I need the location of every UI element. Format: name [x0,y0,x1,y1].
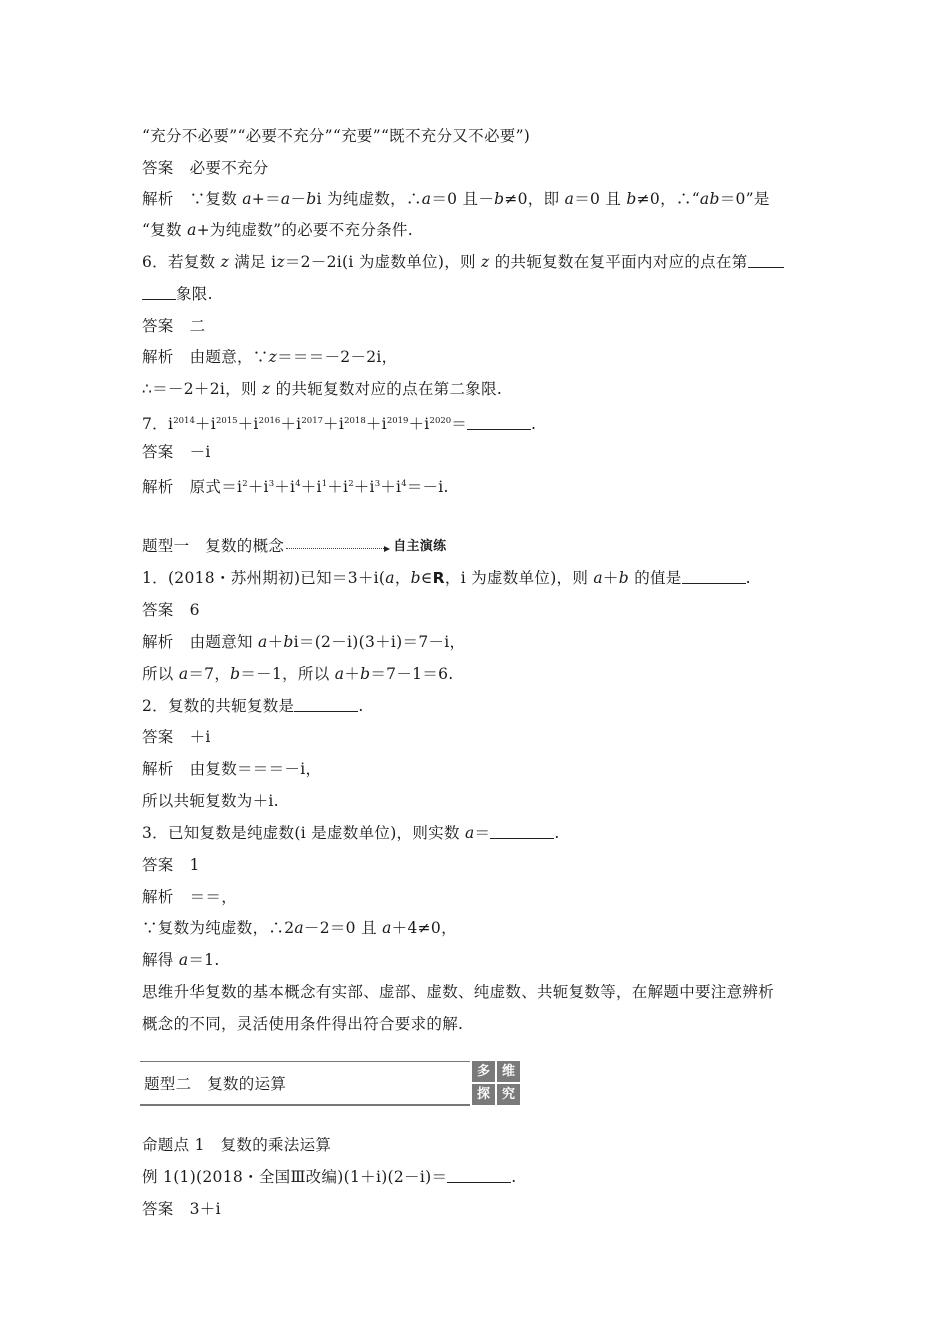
power-base: i [167,415,174,433]
operator: ＋ [194,415,211,433]
power-base: i [210,415,216,433]
power-base: i [338,415,345,433]
problem-3-analysis-line2: ∵复数为纯虚数，∴2a－2＝0 且 a＋4≠0， [142,919,457,937]
badge-char: 究 [497,1084,520,1105]
problem-2-analysis-line2: 所以共轭复数为＋i. [142,792,279,810]
type2-section-bar [140,1061,470,1106]
power-exponent: 2020 [429,416,452,426]
problem-1: 1．(2018・苏州期初)已知＝3＋i(a，b∈R，i 为虚数单位)，则 a＋b 的值是 . [142,569,751,587]
operator: ＋ [365,415,382,433]
type2-title: 题型二 复数的运算 [144,1075,287,1093]
answer-label: 答案 [142,443,174,461]
analysis-label: 解析 [142,190,174,208]
power-base: i [290,478,296,496]
answer-blank[interactable] [490,824,554,839]
question-6-line2: 象限. [142,283,213,305]
power-base: i [396,478,402,496]
example-1-answer: 答案 3＋i [142,1200,221,1218]
operator: ＝ [451,415,467,433]
power-base: i [369,478,375,496]
fill-options-line: “充分不必要”“必要不充分”“充要”“既不充分又不必要”) [142,127,531,145]
problem-2-answer: 答案 ＋i [142,728,211,746]
power-exponent: 2 [242,479,248,489]
problem-1-analysis-line1: 解析 由题意知 a＋bi＝(2－i)(3＋i)＝7－i， [142,633,466,651]
answer-blank[interactable] [447,1168,511,1183]
answer-label: 答案 [142,601,174,619]
power-base: i [263,478,269,496]
power-exponent: 1 [321,479,328,489]
subtopic-1-heading: 命题点 1 复数的乘法运算 [142,1136,332,1154]
problem-3: 3．已知复数是纯虚数(i 是虚数单位)，则实数 a＝ . [142,824,560,842]
problem-1-analysis-line2: 所以 a＝7，b＝－1，所以 a＋b＝7－1＝6. [142,665,454,683]
operator: ＝－i. [406,478,449,496]
operator: ＋ [237,415,254,433]
power-exponent: 3 [268,479,275,489]
operator: ＋ [300,478,317,496]
power-base: i [343,478,349,496]
question-7: 7．$i^{2014}+i^{2015}+i^{2016}+i^{2017}+i^{2018}+i^{2019}+i^{2020}=$ . [142,415,537,433]
dotted-arrow-icon [286,546,390,552]
thinking-summary-line2: 概念的不同，灵活使用条件得出符合要求的解. [142,1015,464,1033]
answer-7: 答案 －i [142,443,211,461]
answer-label: 答案 [142,728,174,746]
analysis-label: 解析 [142,760,174,778]
operator: ＋ [380,478,397,496]
power-exponent: 2018 [344,416,366,426]
power-reduction-expression [237,478,449,496]
answer-blank[interactable] [682,569,746,584]
multi-dimension-explore-badge [472,1061,521,1105]
problem-3-analysis-line1: 解析 ＝＝， [142,888,238,906]
answer-label: 答案 [142,159,174,177]
answer-blank[interactable] [748,253,784,268]
power-exponent: 2016 [258,416,281,426]
operator: ＋ [353,478,370,496]
answer-label: 答案 [142,1200,174,1218]
analysis-5-line2: “复数 a+为纯虚数”的必要不充分条件. [142,221,413,239]
analysis-label: 解析 [142,888,174,906]
answer-label: 答案 [142,856,174,874]
operator: ＋ [274,478,291,496]
power-exponent: 2017 [301,416,324,426]
badge-char: 探 [472,1084,495,1105]
power-base: i [296,415,302,433]
thinking-summary-line1: 思维升华复数的基本概念有实部、虚部、虚数、纯虚数、共轭复数等，在解题中要注意辨析 [142,983,775,1001]
badge-char: 多 [472,1061,495,1082]
power-exponent: 2019 [386,416,409,426]
problem-2-analysis-line1: 解析 由复数＝＝＝－i， [142,760,322,778]
operator: ＋ [247,478,264,496]
power-base: i [253,415,259,433]
power-base: i [424,415,430,433]
power-exponent: 2014 [173,416,195,426]
answer-blank[interactable] [142,285,176,300]
analysis-7: 解析 原式$=i^2+i^3+i^4+i^1+i^2+i^3+i^4=-i$. [142,478,449,496]
problem-2: 2．复数的共轭复数是 . [142,697,364,715]
type1-title: 题型一 复数的概念 [142,537,285,555]
operator: ＋ [408,415,425,433]
power-base: i [237,478,243,496]
power-base: i [381,415,387,433]
answer-label: 答案 [142,317,174,335]
analysis-5-line1: 解析 ∵复数 a+＝a－bi 为纯虚数，∴a＝0 且－b≠0，即 a＝0 且 b≠0，∴“ab＝0”是 [142,190,770,208]
type1-heading [142,535,446,558]
problem-3-answer: 答案 1 [142,856,200,874]
answer-blank[interactable] [467,415,531,430]
power-exponent: 2015 [215,416,238,426]
power-exponent: 4 [401,479,407,489]
power-sum-expression [168,415,467,433]
problem-3-analysis-line3: 解得 a＝1. [142,951,220,969]
operator: ＋ [280,415,297,433]
badge-char: 维 [497,1061,520,1082]
power-exponent: 2 [348,479,354,489]
power-exponent: 3 [374,479,381,489]
analysis-6-line1: 解析 由题意，∵z＝＝＝－2－2i， [142,348,398,366]
analysis-6-line2: ∴＝－2＋2i，则 z 的共轭复数对应的点在第二象限. [142,380,503,398]
answer-6: 答案 二 [142,317,206,335]
operator: ＋ [323,415,339,433]
analysis-label: 解析 [142,348,174,366]
answer-blank[interactable] [294,697,358,712]
analysis-label: 解析 [142,633,174,651]
analysis-label: 解析 [142,478,174,496]
power-base: i [316,478,322,496]
example-1: 例 1(1)(2018・全国Ⅲ改编)(1＋i)(2－i)＝ . [142,1168,517,1186]
question-6-line1: 6．若复数 z 满足 iz＝2－2i(i 为虚数单位)，则 z 的共轭复数在复平面内对应的点在第 [142,251,784,273]
power-exponent: 4 [295,479,301,489]
operator: ＋ [327,478,344,496]
problem-1-answer: 答案 6 [142,601,200,619]
answer-5: 答案 必要不充分 [142,159,269,177]
type1-tag: 自主演练 [393,539,447,554]
